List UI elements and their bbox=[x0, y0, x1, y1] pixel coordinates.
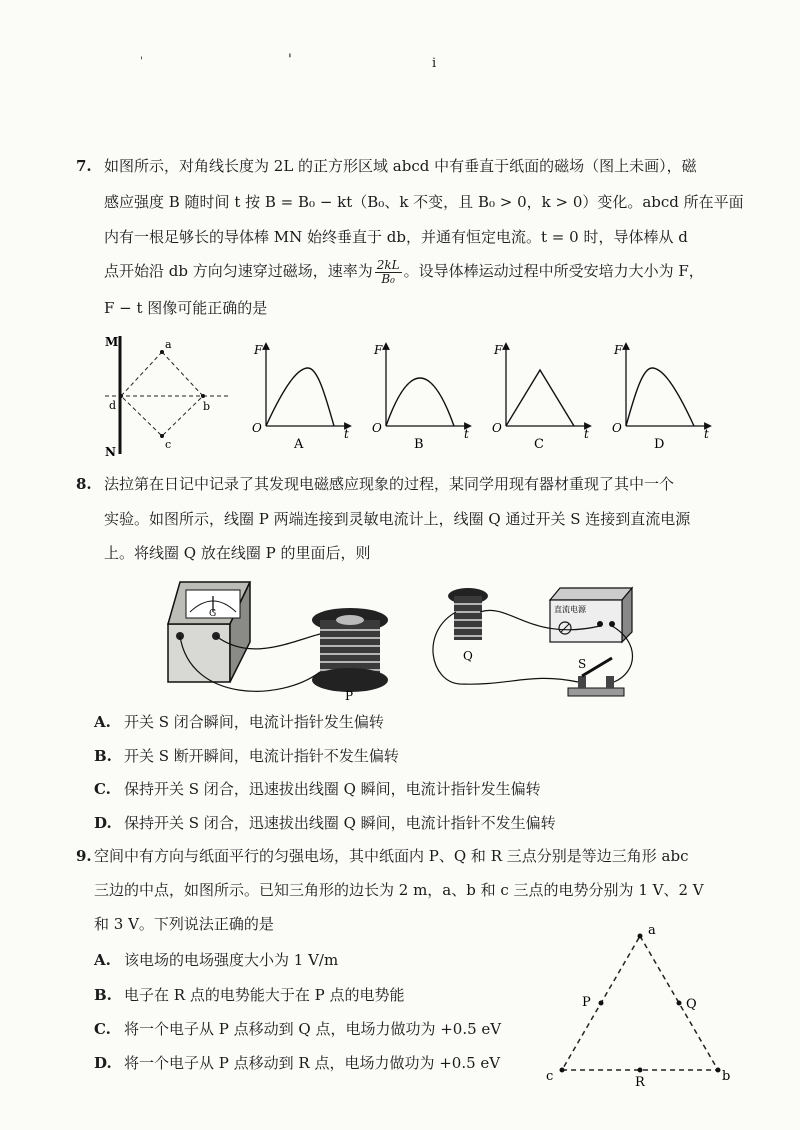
graph-letter: D bbox=[654, 437, 665, 452]
label-N: N bbox=[105, 445, 116, 459]
origin-label: O bbox=[252, 421, 262, 435]
question-text-line: 感应强度 B 随时间 t 按 B = B₀ − kt（B₀、k 不变，且 B₀ > 0，k > 0）变化。abcd 所在平面 bbox=[104, 193, 744, 211]
dc-power-supply bbox=[550, 588, 632, 642]
graph-D bbox=[608, 338, 718, 458]
velocity-fraction bbox=[375, 259, 402, 286]
graph-options bbox=[248, 338, 728, 468]
question-text-line: 法拉第在日记中记录了其发现电磁感应现象的过程，某同学用现有器材重现了其中一个 bbox=[104, 475, 675, 493]
switch-S bbox=[568, 657, 624, 696]
x-axis-label: t bbox=[704, 427, 709, 441]
label-c: c bbox=[546, 1069, 554, 1084]
question-number: 8. bbox=[76, 475, 92, 493]
question-text-line: 实验。如图所示，线圈 P 两端连接到灵敏电流计上，线圈 Q 通过开关 S 连接到直流电源 bbox=[104, 510, 691, 528]
option-text[interactable]: 将一个电子从 P 点移动到 R 点，电场力做功为 +0.5 eV bbox=[124, 1054, 501, 1072]
y-axis-label: F bbox=[254, 343, 263, 357]
option-letter[interactable]: D. bbox=[94, 1054, 112, 1072]
option-letter[interactable]: C. bbox=[94, 780, 111, 798]
label-b: b bbox=[203, 400, 211, 413]
question-text-line: 上。将线圈 Q 放在线圈 P 的里面后，则 bbox=[104, 544, 371, 562]
coil-Q bbox=[448, 588, 488, 663]
label-d: d bbox=[109, 399, 117, 412]
graph-letter: A bbox=[294, 437, 304, 452]
label-P: P bbox=[345, 689, 354, 703]
y-axis-label: F bbox=[494, 343, 503, 357]
label-b: b bbox=[722, 1069, 731, 1084]
question-text-line: 内有一根足够长的导体棒 MN 始终垂直于 db，并通有恒定电流。t = 0 时，导体棒从 d bbox=[104, 228, 688, 246]
option-letter[interactable]: B. bbox=[94, 986, 112, 1004]
option-text[interactable]: 电子在 R 点的电势能大于在 P 点的电势能 bbox=[124, 986, 405, 1004]
origin-label: O bbox=[492, 421, 502, 435]
text-fragment: 。设导体棒运动过程中所受安培力大小为 F， bbox=[403, 262, 704, 280]
label-P: P bbox=[582, 995, 591, 1010]
triangle-figure bbox=[540, 920, 740, 1090]
x-axis-label: t bbox=[584, 427, 589, 441]
power-label: 直流电源 bbox=[554, 605, 586, 614]
question-text-line: 三边的中点，如图所示。已知三角形的边长为 2 m，a、b 和 c 三点的电势分别为 1 V、2 V bbox=[94, 881, 704, 899]
option-letter[interactable]: B. bbox=[94, 747, 112, 765]
label-S: S bbox=[578, 657, 587, 671]
label-a: a bbox=[165, 338, 172, 351]
option-text[interactable]: 开关 S 断开瞬间，电流计指针不发生偏转 bbox=[124, 747, 399, 765]
scan-mark: i bbox=[432, 56, 437, 71]
option-letter[interactable]: A. bbox=[94, 713, 111, 731]
question-text-line: F − t 图像可能正确的是 bbox=[104, 299, 268, 317]
option-text[interactable]: 将一个电子从 P 点移动到 Q 点，电场力做功为 +0.5 eV bbox=[124, 1020, 502, 1038]
galvanometer-symbol: G bbox=[209, 609, 217, 619]
graph-letter: B bbox=[414, 437, 424, 452]
fraction-numerator: 2kL bbox=[376, 257, 400, 272]
label-R: R bbox=[635, 1075, 645, 1090]
scan-mark: ' bbox=[288, 52, 292, 68]
option-text[interactable]: 保持开关 S 闭合，迅速拔出线圈 Q 瞬间，电流计指针不发生偏转 bbox=[124, 814, 556, 832]
option-letter[interactable]: A. bbox=[94, 951, 111, 969]
label-Q: Q bbox=[463, 649, 473, 663]
question-number: 9. bbox=[76, 847, 92, 865]
y-axis-label: F bbox=[614, 343, 623, 357]
label-c: c bbox=[165, 438, 172, 451]
graph-C bbox=[488, 338, 598, 458]
origin-label: O bbox=[372, 421, 382, 435]
scan-mark: ' bbox=[140, 56, 143, 67]
option-text[interactable]: 该电场的电场强度大小为 1 V/m bbox=[124, 951, 339, 969]
x-axis-label: t bbox=[344, 427, 349, 441]
label-M: M bbox=[105, 335, 119, 349]
question-text-line bbox=[104, 256, 704, 286]
x-axis-label: t bbox=[464, 427, 469, 441]
option-text[interactable]: 保持开关 S 闭合，迅速拔出线圈 Q 瞬间，电流计指针发生偏转 bbox=[124, 780, 541, 798]
question-number: 7. bbox=[76, 157, 92, 175]
option-letter[interactable]: C. bbox=[94, 1020, 111, 1038]
origin-label: O bbox=[612, 421, 622, 435]
question-text-line: 和 3 V。下列说法正确的是 bbox=[94, 915, 274, 933]
text-fragment: 点开始沿 db 方向匀速穿过磁场，速率为 bbox=[104, 262, 373, 280]
question-text-line: 空间中有方向与纸面平行的匀强电场，其中纸面内 P、Q 和 R 三点分别是等边三角形 abc bbox=[94, 847, 689, 865]
question-text-line: 如图所示，对角线长度为 2L 的正方形区域 abcd 中有垂直于纸面的磁场（图上未画），磁 bbox=[104, 157, 697, 175]
coil-P bbox=[312, 608, 388, 703]
label-Q: Q bbox=[686, 997, 697, 1012]
label-a: a bbox=[648, 923, 656, 938]
rod-square-figure bbox=[95, 330, 235, 460]
y-axis-label: F bbox=[374, 343, 383, 357]
graph-B bbox=[368, 338, 478, 458]
faraday-apparatus-figure bbox=[160, 572, 650, 712]
option-text[interactable]: 开关 S 闭合瞬间，电流计指针发生偏转 bbox=[124, 713, 384, 731]
option-letter[interactable]: D. bbox=[94, 814, 112, 832]
graph-A bbox=[248, 338, 358, 458]
fraction-denominator: B₀ bbox=[381, 271, 395, 286]
graph-letter: C bbox=[534, 437, 544, 452]
galvanometer bbox=[168, 582, 250, 682]
